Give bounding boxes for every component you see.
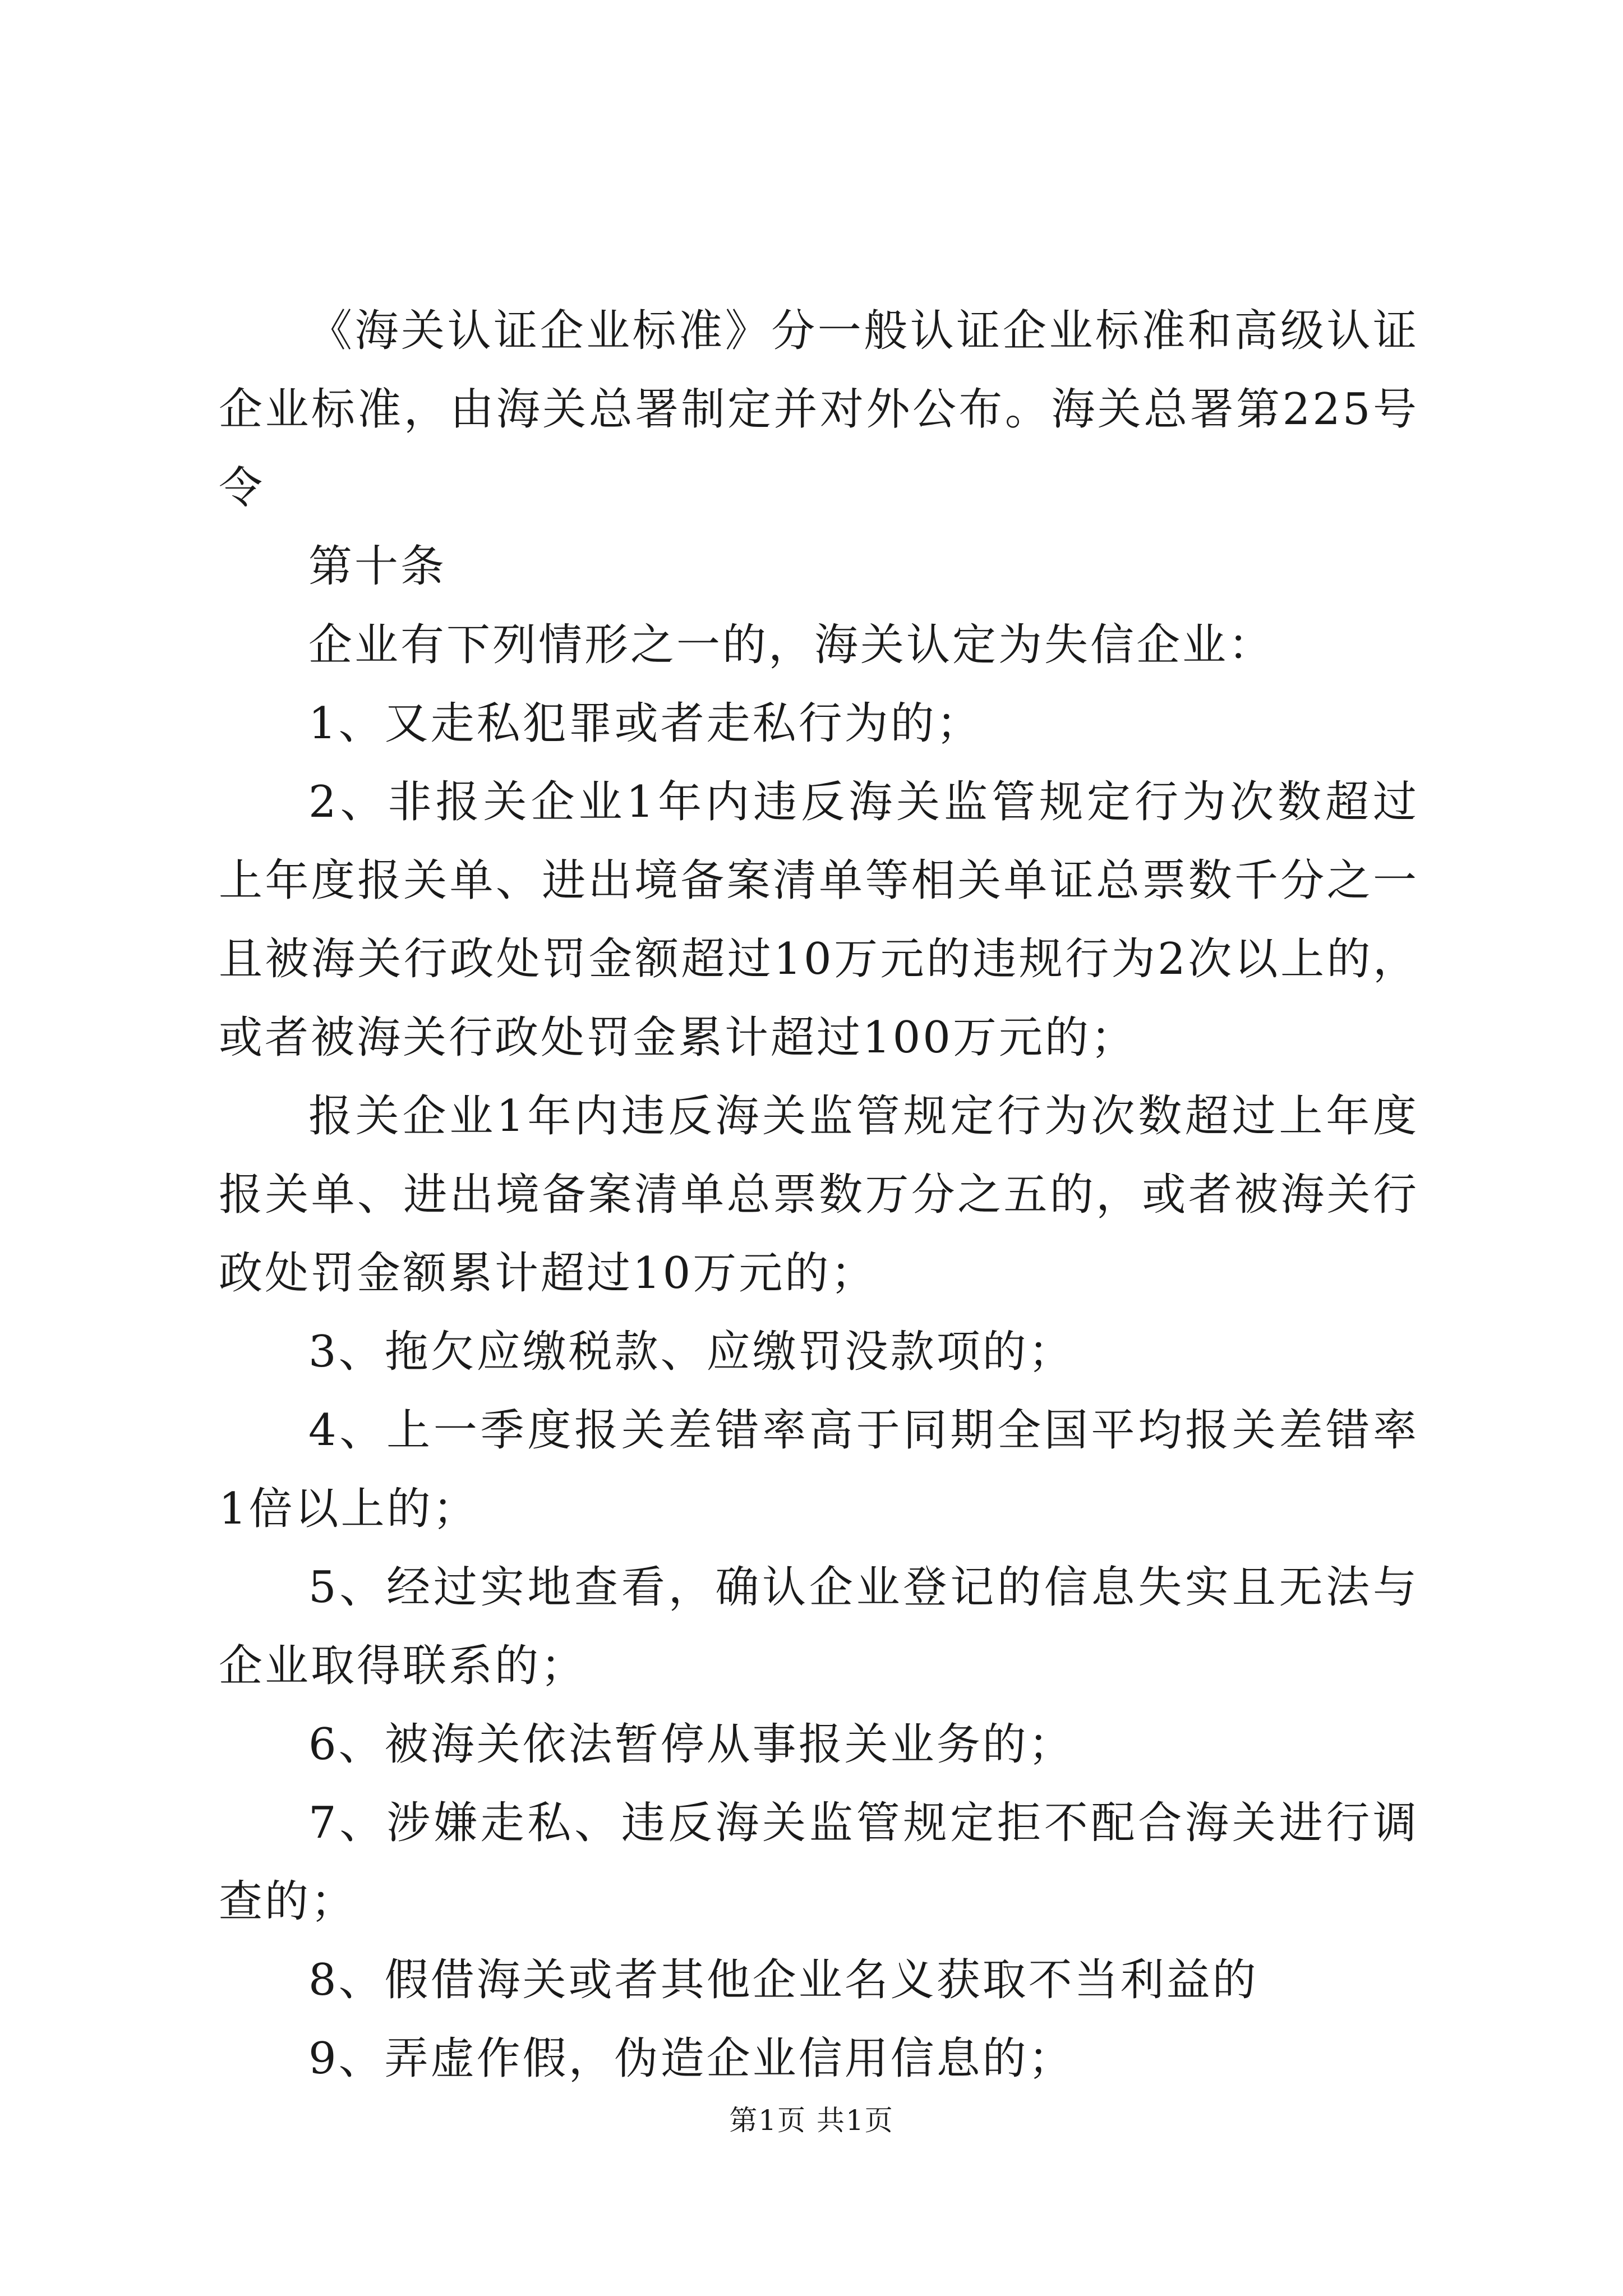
paragraph-item-8: 8、假借海关或者其他企业名义获取不当利益的 — [308, 1955, 1258, 2005]
paragraph-item-1: 1、又走私犯罪或者走私行为的； — [308, 698, 983, 749]
paragraph-intro: 企业有下列情形之一的，海关认定为失信企业： — [308, 620, 1275, 670]
document-body — [219, 292, 1419, 2098]
paragraph-article-title: 第十条 — [308, 541, 447, 592]
page-footer: 第1页 共1页 — [729, 2104, 894, 2137]
paragraph-item-3: 3、拖欠应缴税款、应缴罚没款项的； — [308, 1327, 1075, 1377]
paragraph-item-5: 5、经过实地查看，确认企业登记的信息失实且无法与企业取得联系的； — [219, 1562, 1419, 1691]
paragraph-item-4: 4、上一季度报关差错率高于同期全国平均报关差错率1倍以上的； — [219, 1405, 1419, 1534]
paragraph-item-9: 9、弄虚作假，伪造企业信用信息的； — [308, 2033, 1075, 2084]
paragraph-item-7: 7、涉嫌走私、违反海关监管规定拒不配合海关进行调查的； — [219, 1798, 1419, 1927]
paragraph-item-6: 6、被海关依法暂停从事报关业务的； — [308, 1719, 1075, 1770]
paragraph-item-2: 2、非报关企业1年内违反海关监管规定行为次数超过上年度报关单、进出境备案清单等相关单证总票数千分之一且被海关行政处罚金额超过10万元的违规行为2次以上的，或者被海关行政处罚金累计超过100万元的； — [219, 777, 1419, 1063]
paragraph-item-2-customs-broker: 报关企业1年内违反海关监管规定行为次数超过上年度报关单、进出境备案清单总票数万分之五的，或者被海关行政处罚金额累计超过10万元的； — [219, 1091, 1419, 1299]
paragraph-standard: 《海关认证企业标准》分一般认证企业标准和高级认证企业标准，由海关总署制定并对外公布。海关总署第225号令 — [219, 306, 1419, 513]
